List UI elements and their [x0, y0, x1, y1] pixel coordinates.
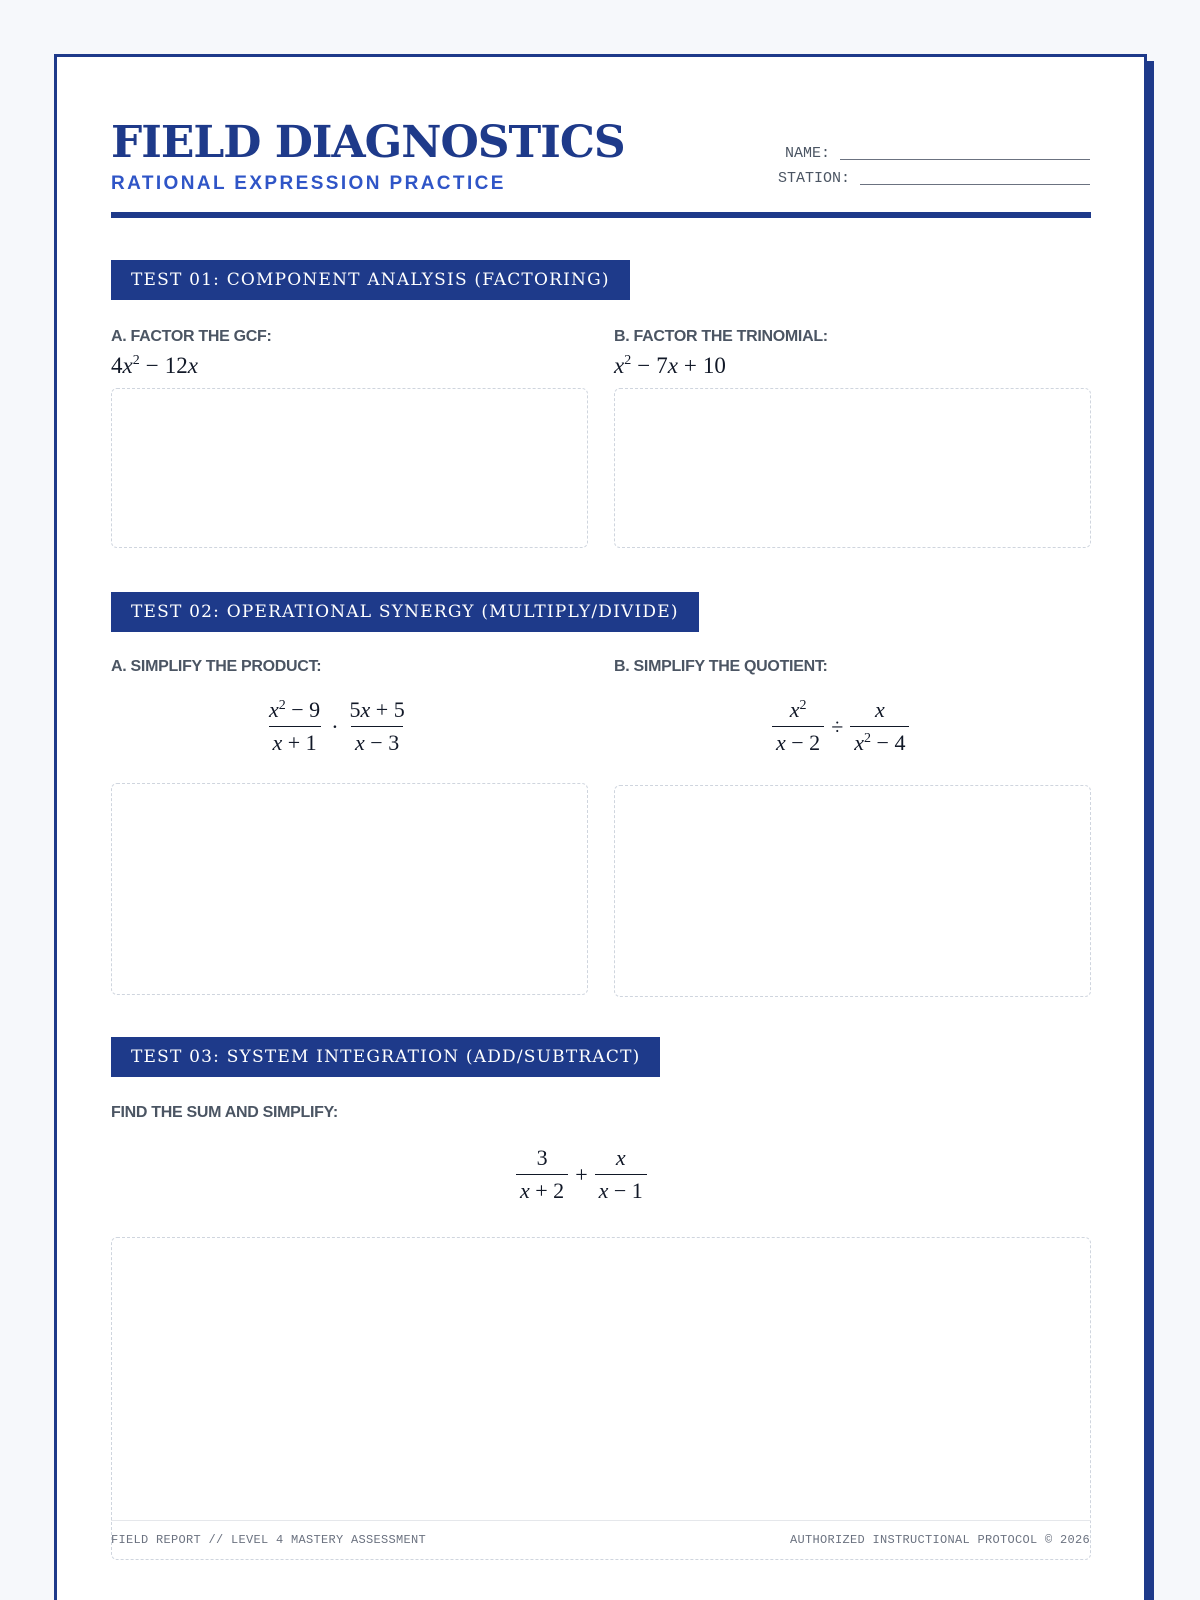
problem-2a-label: A. SIMPLIFY THE PRODUCT:: [111, 658, 322, 675]
problem-1b-label: B. FACTOR THE TRINOMIAL:: [614, 328, 828, 345]
footer-divider: [111, 1520, 1091, 1521]
station-label: STATION:: [777, 170, 850, 187]
problem-1a-label: A. FACTOR THE GCF:: [111, 328, 272, 345]
fraction: $\frac{x^2 - 9}{x + 1}$: [269, 697, 321, 755]
name-line[interactable]: [840, 159, 1090, 160]
problem-3-work-area[interactable]: [111, 1237, 1091, 1560]
name-field[interactable]: [785, 145, 1090, 163]
problem-3-expression: $\frac{3}{x + 2}$ + $\frac{x}{x - 1}$: [513, 1146, 650, 1203]
problem-2b-work-area[interactable]: [614, 785, 1091, 997]
problem-3-label: FIND THE SUM AND SIMPLIFY:: [111, 1104, 338, 1121]
section-2-header: TEST 02: OPERATIONAL SYNERGY (MULTIPLY/DIVIDE): [111, 592, 699, 632]
section-3-header: TEST 03: SYSTEM INTEGRATION (ADD/SUBTRACT): [111, 1037, 660, 1077]
problem-2a-work-area[interactable]: [111, 783, 588, 995]
fraction: $\frac{x}{x^2 - 4}$: [847, 698, 912, 755]
station-field[interactable]: [778, 170, 1090, 188]
fraction: $\frac{x^2}{x - 2}$: [769, 698, 827, 755]
problem-1a-work-area[interactable]: [111, 388, 588, 548]
page-title: FIELD DIAGNOSTICS: [111, 117, 625, 168]
problem-1a-expression: $4x^2 - 12x$: [111, 353, 198, 378]
header-divider: [111, 212, 1091, 218]
worksheet-page: [54, 54, 1147, 1600]
station-line[interactable]: [860, 184, 1090, 185]
name-label: NAME:: [784, 145, 830, 162]
problem-1b-work-area[interactable]: [614, 388, 1091, 548]
page-subtitle: RATIONAL EXPRESSION PRACTICE: [111, 173, 506, 194]
section-1-header: TEST 01: COMPONENT ANALYSIS (FACTORING): [111, 260, 630, 300]
fraction: $\frac{3}{x + 2}$: [513, 1146, 571, 1203]
fraction: $\frac{x}{x - 1}$: [592, 1146, 650, 1203]
footer-left-text: FIELD REPORT // LEVEL 4 MASTERY ASSESSMENT: [111, 1533, 427, 1547]
problem-2b-label: B. SIMPLIFY THE QUOTIENT:: [614, 658, 828, 675]
fraction: $\frac{5x + 5}{x - 3}$: [349, 697, 405, 755]
footer-right-text: AUTHORIZED INSTRUCTIONAL PROTOCOL © 2026: [789, 1533, 1090, 1547]
problem-2a-expression: $\frac{x^2 - 9}{x + 1}$ · $\frac{5x + 5}{x - 3}$: [262, 698, 412, 755]
problem-1b-expression: $x^2 - 7x + 10$: [614, 353, 726, 378]
problem-2b-expression: $\frac{x^2}{x - 2}$ ÷ $\frac{x}{x^2 - 4}$: [769, 698, 912, 755]
